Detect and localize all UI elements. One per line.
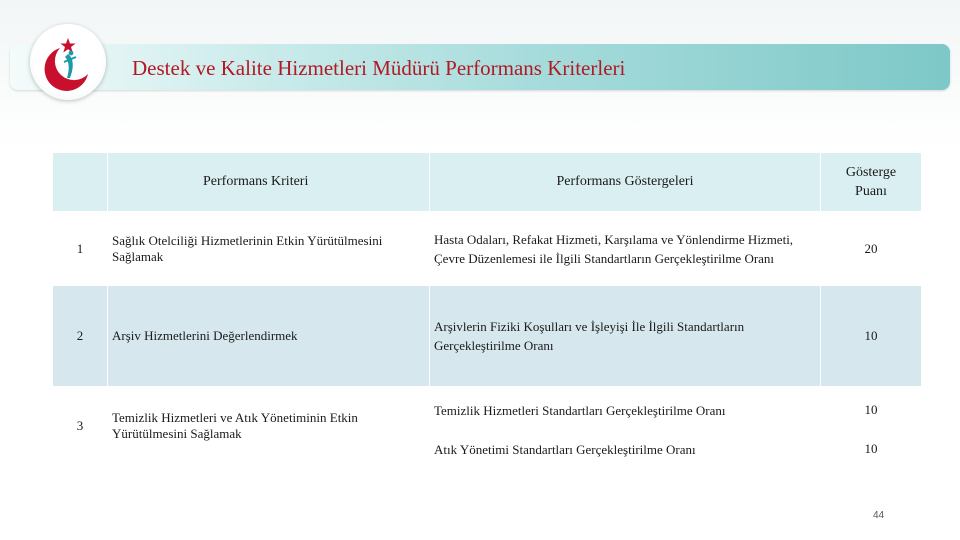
column-header-points: [821, 153, 922, 212]
ministry-logo: [30, 24, 106, 100]
points-cell: 10: [821, 286, 922, 387]
column-header-points-line1: Gösterge: [845, 165, 897, 180]
table-row: [53, 286, 922, 387]
table-row: [53, 212, 922, 286]
column-header-criterion: Performans Kriteri: [108, 153, 430, 212]
indicator-cell: Temizlik Hizmetleri Standartları Gerçekleştirilme Oranı: [430, 387, 821, 434]
performance-criteria-table: [52, 152, 922, 465]
page-number: 44: [873, 510, 885, 521]
indicator-cell: Atık Yönetimi Standartları Gerçekleştirilme Oranı: [430, 434, 821, 465]
row-number: 3: [53, 387, 108, 465]
indicator-cell: Hasta Odaları, Refakat Hizmeti, Karşılama ve Yönlendirme Hizmeti, Çevre Düzenlemesi ile İlgili Standartların Gerçekleştirilme Oranı: [430, 212, 821, 286]
criterion-cell: Sağlık Otelciliği Hizmetlerinin Etkin Yürütülmesini Sağlamak: [108, 212, 430, 286]
table-row: [53, 387, 922, 434]
points-cell: 10: [821, 434, 922, 465]
points-cell: 20: [821, 212, 922, 286]
table-header-row: [53, 153, 922, 212]
column-header-points-line2: Puanı: [855, 184, 887, 199]
page-title: Destek ve Kalite Hizmetleri Müdürü Performans Kriterleri: [132, 56, 626, 80]
criterion-cell: Temizlik Hizmetleri ve Atık Yönetiminin Etkin Yürütülmesini Sağlamak: [108, 387, 430, 465]
row-number: 1: [53, 212, 108, 286]
column-header-number: [53, 153, 108, 212]
row-number: 2: [53, 286, 108, 387]
points-cell: 10: [821, 387, 922, 434]
crescent-star-icon: [30, 24, 106, 100]
indicator-cell: Arşivlerin Fiziki Koşulları ve İşleyişi İle İlgili Standartların Gerçekleştirilme Oranı: [430, 286, 821, 387]
criterion-cell: Arşiv Hizmetlerini Değerlendirmek: [108, 286, 430, 387]
column-header-indicators: Performans Göstergeleri: [430, 153, 821, 212]
